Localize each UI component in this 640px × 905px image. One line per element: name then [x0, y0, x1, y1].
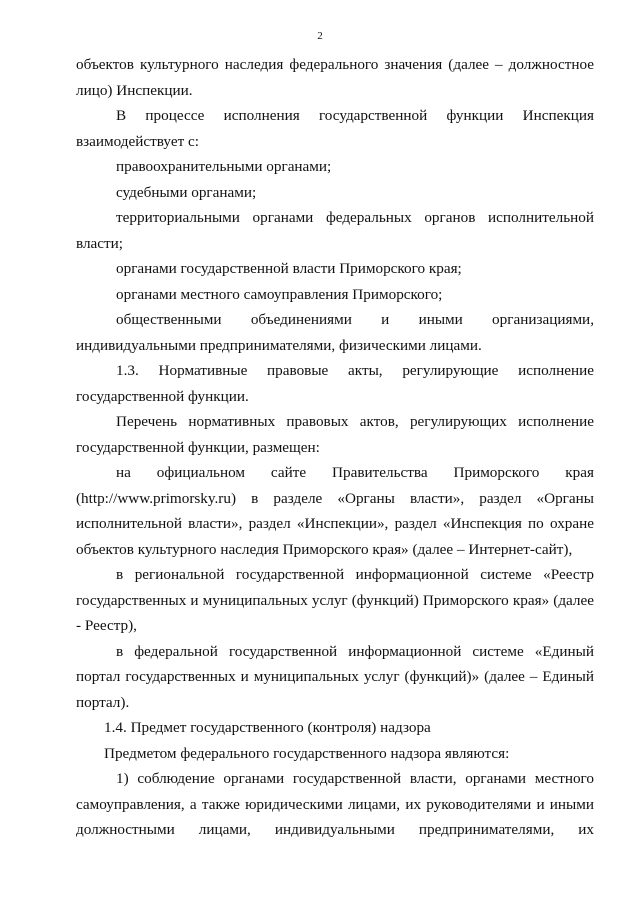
list-item: территориальными органами федеральных органов исполнительной власти; — [76, 209, 594, 252]
paragraph: В процессе исполнения государственной функции Инспекция взаимодействует с: — [76, 107, 594, 150]
paragraph: 1) соблюдение органами государственной власти, органами местного самоуправления, а также юридическими лицами, их руководителями и иными должностными лицами, индивидуальными предпринимателями, их — [76, 770, 594, 838]
document-body — [76, 52, 594, 843]
paragraph: Перечень нормативных правовых актов, регулирующих исполнение государственной функции, размещен: — [76, 413, 594, 456]
paragraph: Предметом федерального государственного надзора являются: — [104, 744, 510, 762]
paragraph: в федеральной государственной информационной системе «Единый портал государственных и муниципальных услуг (функций)» (далее – Единый портал). — [76, 642, 594, 711]
list-item: судебными органами; — [116, 183, 257, 201]
paragraph: в региональной государственной информационной системе «Реестр государственных и муниципальных услуг (функций) Приморского края» (далее - Реестр), — [76, 566, 594, 634]
section-heading: 1.3. Нормативные правовые акты, регулирующие исполнение государственной функции. — [76, 362, 594, 405]
list-item: правоохранительными органами; — [116, 158, 332, 175]
list-item: органами местного самоуправления Приморского; — [116, 285, 443, 303]
page-number: 2 — [317, 30, 323, 42]
paragraph: объектов культурного наследия федерального значения (далее – должностное лицо) Инспекции. — [76, 56, 594, 99]
list-item: органами государственной власти Приморского края; — [116, 260, 462, 277]
list-item: общественными объединениями и иными организациями, индивидуальными предпринимателями, физическими лицами. — [76, 311, 594, 354]
paragraph: на официальном сайте Правительства Приморского края (http://www.primorsky.ru) в разделе «Органы власти», раздел «Органы исполнительной власти», раздел «Инспекции», раздел «Инспекция по охране объектов культурного наследия Приморского края» (далее – Интернет-сайт), — [76, 464, 594, 558]
section-heading: 1.4. Предмет государственного (контроля) надзора — [104, 719, 431, 736]
